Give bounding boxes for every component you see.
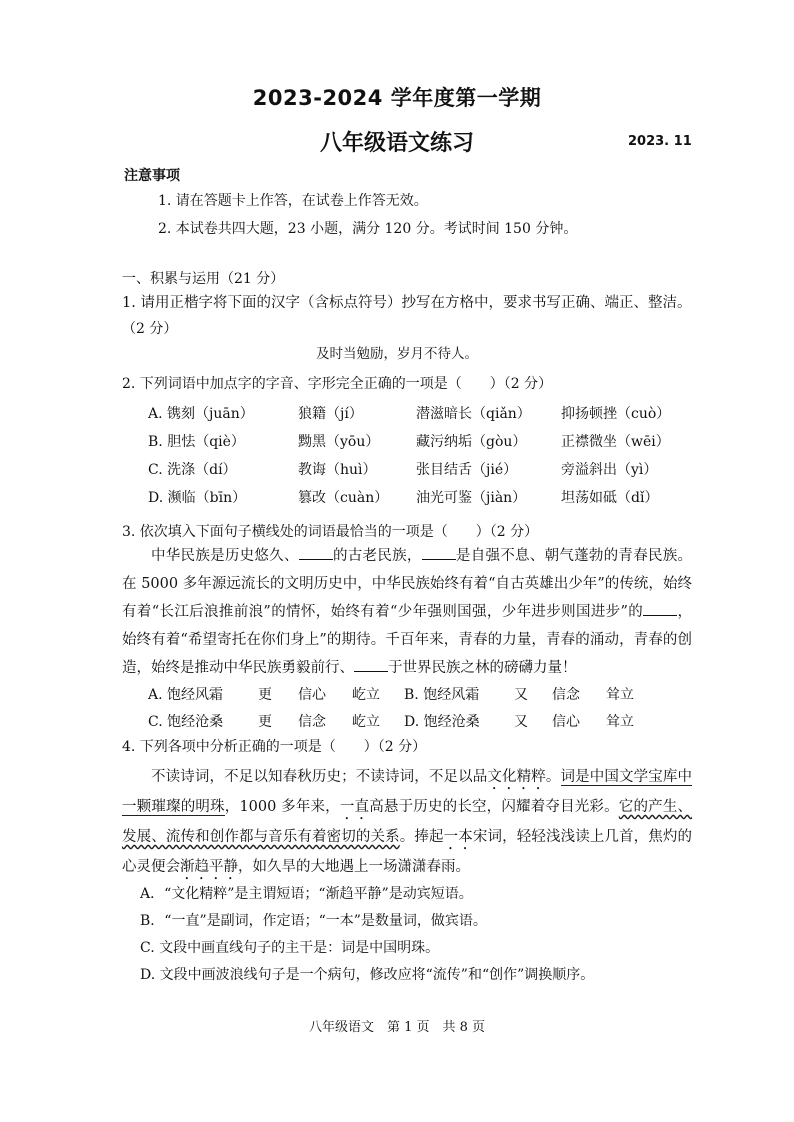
q3-opt-b-1: B. 饱经风霜 <box>404 687 480 703</box>
notice-heading: 注意事项 <box>124 168 180 184</box>
q2-c-w4: 旁溢斜出（yì） <box>561 462 658 478</box>
q1-stem: 1. 请用正楷字将下面的汉字（含标点符号）抄写在方格中，要求书写正确、端正、整洁。 <box>122 295 692 311</box>
q2-b-w3: 藏污纳垢（gòu） <box>416 434 527 450</box>
q3-opt-c-2: 更 <box>258 714 272 730</box>
q1-copy-sentence: 及时当勉励，岁月不待人。 <box>316 346 478 362</box>
q3-opt-d-4: 耸立 <box>606 714 634 730</box>
q3-opt-b-4: 耸立 <box>606 687 634 703</box>
q4-option-c: C. 文段中画直线句子的主干是：词是中国明珠。 <box>140 940 440 956</box>
q2-a-w1: A. 镌刻（juān） <box>148 406 254 422</box>
q3-blank-3 <box>643 601 677 616</box>
q3-text-4: ，始终有着“希望寄托在你们身上”的期待。千百年来，青春的力量，青春的涌动，青春的创造，始终是推动中华民族勇毅前行、 <box>122 604 693 676</box>
q4-stem: 4. 下列各项中分析正确的一项是（ ）（2 分） <box>122 739 427 755</box>
q1-score: （2 分） <box>122 321 178 337</box>
q2-d-w3: 油光可鉴（jiàn） <box>416 490 527 506</box>
q3-opt-d-2: 又 <box>514 714 528 730</box>
q2-c-w3: 张目结舌（jié） <box>416 462 518 478</box>
q3-blank-4 <box>354 657 388 672</box>
q4-option-a: A．“文化精粹”是主谓短语；“渐趋平静”是动宾短语。 <box>140 886 473 902</box>
q4-dotted-phrase-3: 一本 <box>443 829 473 845</box>
q3-passage <box>122 542 692 682</box>
q3-opt-a-4: 屹立 <box>352 687 380 703</box>
q2-a-w2: 狼籍（jí） <box>298 406 363 422</box>
q4-text-3: ，1000 多年来， <box>224 799 340 815</box>
q4-passage <box>122 763 692 883</box>
q4-option-d: D. 文段中画波浪线句子是一个病句，修改应将“流传”和“创作”调换顺序。 <box>140 967 595 983</box>
q3-opt-b-3: 信念 <box>552 687 580 703</box>
q3-opt-d-3: 信心 <box>552 714 580 730</box>
exam-title: 2023-2024 学年度第一学期 <box>252 86 542 110</box>
q4-text-5: 。捧起 <box>399 829 444 845</box>
q4-text-5c: 宋词，轻轻浅浅读上几首，焦灼的心灵便会 <box>122 829 693 875</box>
q4-text-5e: ，如久旱的大地遇上一场潇潇春雨。 <box>238 859 470 875</box>
q2-a-w4: 抑扬顿挫（cuò） <box>561 406 671 422</box>
q4-text-1c: 。 <box>545 769 561 785</box>
page-footer: 八年级语文 第 1 页 共 8 页 <box>308 1020 486 1035</box>
exam-subtitle: 八年级语文练习 <box>319 131 474 156</box>
notice-item-2: 2. 本试卷共四大题，23 小题，满分 120 分。考试时间 150 分钟。 <box>158 221 578 237</box>
q4-wavy-underlined-sentence: 它的产生、发展、流传和创作都与音乐有着密切的关系 <box>122 799 693 845</box>
q2-d-w4: 坦荡如砥（dǐ） <box>561 490 659 506</box>
q3-opt-c-4: 屹立 <box>352 714 380 730</box>
q2-b-w2: 黝黑（yōu） <box>298 434 380 450</box>
q3-opt-c-3: 信念 <box>298 714 326 730</box>
q3-opt-b-2: 又 <box>514 687 528 703</box>
q3-stem: 3. 依次填入下面句子横线处的词语最恰当的一项是（ ）（2 分） <box>122 524 539 540</box>
notice-item-1: 1. 请在答题卡上作答，在试卷上作答无效。 <box>158 193 428 209</box>
q3-opt-a-2: 更 <box>258 687 272 703</box>
q4-dotted-phrase-2: 一直 <box>339 799 370 815</box>
q3-blank-1 <box>299 545 333 560</box>
q2-c-w1: C. 洗涤（dí） <box>148 462 237 478</box>
q4-text-3c: 高悬于历史的长空，闪耀着夺目光彩。 <box>369 799 619 815</box>
q2-d-w2: 篡改（cuàn） <box>298 490 389 506</box>
q3-text-1: 中华民族是历史悠久、 <box>151 548 299 564</box>
q4-option-b: B．“一直”是副词，作定语；“一本”是数量词，做宾语。 <box>140 913 487 929</box>
q3-blank-2 <box>422 545 456 560</box>
q4-dotted-phrase-4: 渐趋平静 <box>180 859 238 875</box>
q2-c-w2: 教诲（huì） <box>298 462 377 478</box>
q3-text-3: 是自强不息、朝气蓬勃的青春民族。在 5000 多年源远流长的文明历史中，中华民族始终有着“自古英雄出少年”的传统，始终有着“长江后浪推前浪”的情怀，始终有着“少年强则国强，少年进步则国进步”的 <box>122 548 693 620</box>
q3-opt-a-3: 信心 <box>298 687 326 703</box>
q2-stem: 2. 下列词语中加点字的字音、字形完全正确的一项是（ ）（2 分） <box>122 376 553 392</box>
q2-a-w3: 潜滋暗长（qiǎn） <box>416 406 531 422</box>
q4-text-1: 不读诗词，不足以知春秋历史；不读诗词，不足以品 <box>151 769 488 785</box>
q3-opt-c-1: C. 饱经沧桑 <box>148 714 224 730</box>
q3-opt-a-1: A. 饱经风霜 <box>148 687 224 703</box>
section-heading: 一、积累与运用（21 分） <box>122 271 285 287</box>
q3-text-5: 于世界民族之林的磅礴力量！ <box>388 660 577 676</box>
q2-b-w4: 正襟微坐（wēi） <box>561 434 670 450</box>
q4-dotted-phrase-1: 文化精粹 <box>487 769 546 785</box>
q2-b-w1: B. 胆怯（qiè） <box>148 434 245 450</box>
q3-opt-d-1: D. 饱经沧桑 <box>404 714 480 730</box>
q2-d-w1: D. 濒临（bīn） <box>148 490 247 506</box>
q3-text-2: 的古老民族， <box>332 548 422 564</box>
q4-straight-underlined-sentence: 词是中国文学宝库中一颗璀璨的明珠 <box>122 769 692 815</box>
exam-date: 2023. 11 <box>628 134 692 149</box>
